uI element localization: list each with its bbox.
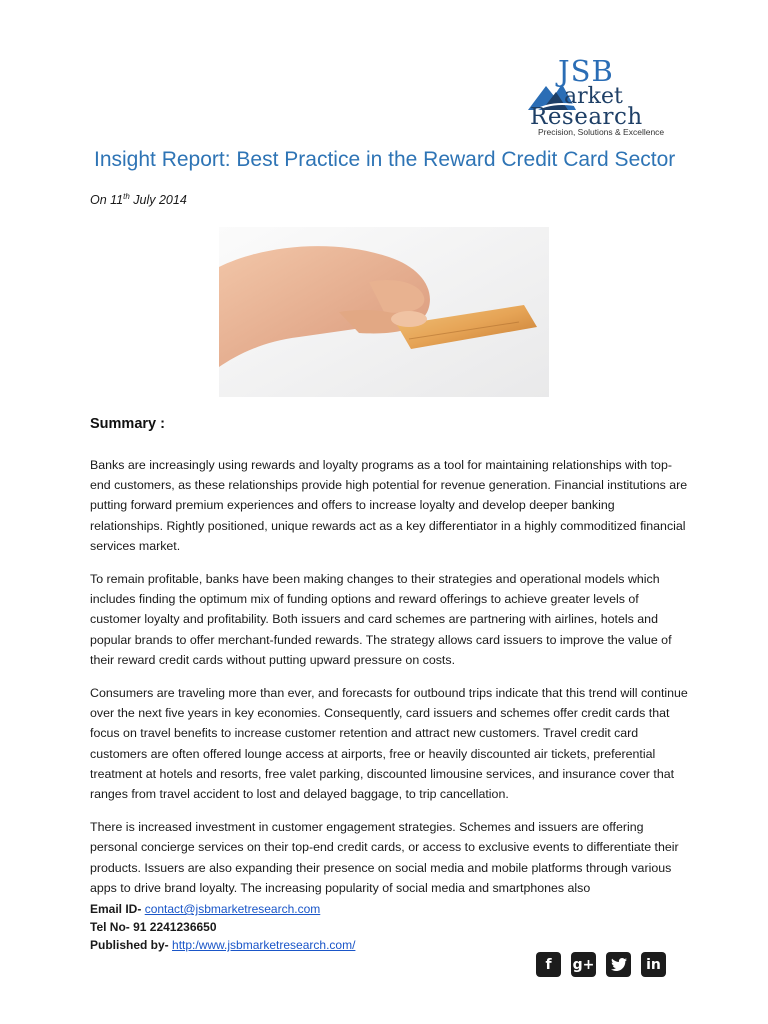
paragraph: To remain profitable, banks have been making changes to their strategies and operational models which includes finding the optimum mix of funding options and reward offerings to achieve greater levels of customer loyalty and profitability. Both issuers and card schemes are partnering with airlines, hotels and popular brands to offer merchant-funded rewards. The strategy allows card issuers to improve the value of their reward credit cards without putting upward pressure on costs. xyxy=(90,572,672,667)
date-ordinal: th xyxy=(123,192,130,201)
contact-block xyxy=(90,900,355,954)
email-line xyxy=(90,900,355,918)
paragraph: There is increased investment in customer engagement strategies. Schemes and issuers are offering personal concierge services on their top-end credit cards, or access to exclusive events to differentiate their products. Issuers are also expanding their presence on social media and mobile platforms through various apps to drive brand loyalty. The increasing popularity of social media and smartphones also xyxy=(90,820,679,895)
logo-research: Research xyxy=(530,104,643,130)
twitter-icon[interactable] xyxy=(606,952,631,977)
hand-holding-credit-card-image xyxy=(219,227,549,397)
date-prefix: On 11 xyxy=(90,193,124,208)
published-line xyxy=(90,936,355,954)
paragraph: Banks are increasingly using rewards and loyalty programs as a tool for maintaining relationships with top-end customers, as these relationships provide high potential for revenue generation. Financial institutions are putting forward premium experiences and offers to increase loyalty and develop deeper banking relationships. Rightly positioned, unique rewards act as a key differentiator in a highly commoditized financial services market. xyxy=(90,458,688,553)
logo-market: arket xyxy=(564,84,623,109)
facebook-icon[interactable]: f xyxy=(536,952,561,977)
report-date xyxy=(90,192,187,207)
date-rest: July 2014 xyxy=(129,193,187,208)
company-logo xyxy=(528,54,678,140)
tel-line: Tel No- 91 2241236650 xyxy=(90,920,217,934)
report-title: Insight Report: Best Practice in the Reward Credit Card Sector xyxy=(94,148,676,171)
linkedin-icon[interactable]: in xyxy=(641,952,666,977)
summary-heading: Summary : xyxy=(90,416,165,432)
social-links xyxy=(536,952,666,977)
twitter-bird-icon xyxy=(611,958,627,971)
email-link[interactable]: contact@jsbmarketresearch.com xyxy=(144,902,321,916)
logo-tagline: Precision, Solutions & Excellence xyxy=(538,127,665,137)
logo-jsb: JSB xyxy=(558,54,614,88)
published-label: Published by- xyxy=(90,938,173,952)
summary-body xyxy=(90,455,690,911)
paragraph: Consumers are traveling more than ever, and forecasts for outbound trips indicate that this trend will continue over the next five years in key economies. Consequently, card issuers and schemes offer credit cards that focus on travel benefits to increase customer retention and attract new customers. Travel credit card customers are often offered lounge access at airports, free or heavily discounted air tickets, preferential treatment at hotels and resorts, free valet parking, discounted limousine services, and insurance cover that ranges from travel accident to lost and delayed baggage, to trip cancellation. xyxy=(90,686,688,802)
website-link[interactable]: http:/www.jsbmarketresearch.com/ xyxy=(172,938,356,952)
email-label: Email ID- xyxy=(90,902,145,916)
google-plus-icon[interactable]: g+ xyxy=(571,952,596,977)
